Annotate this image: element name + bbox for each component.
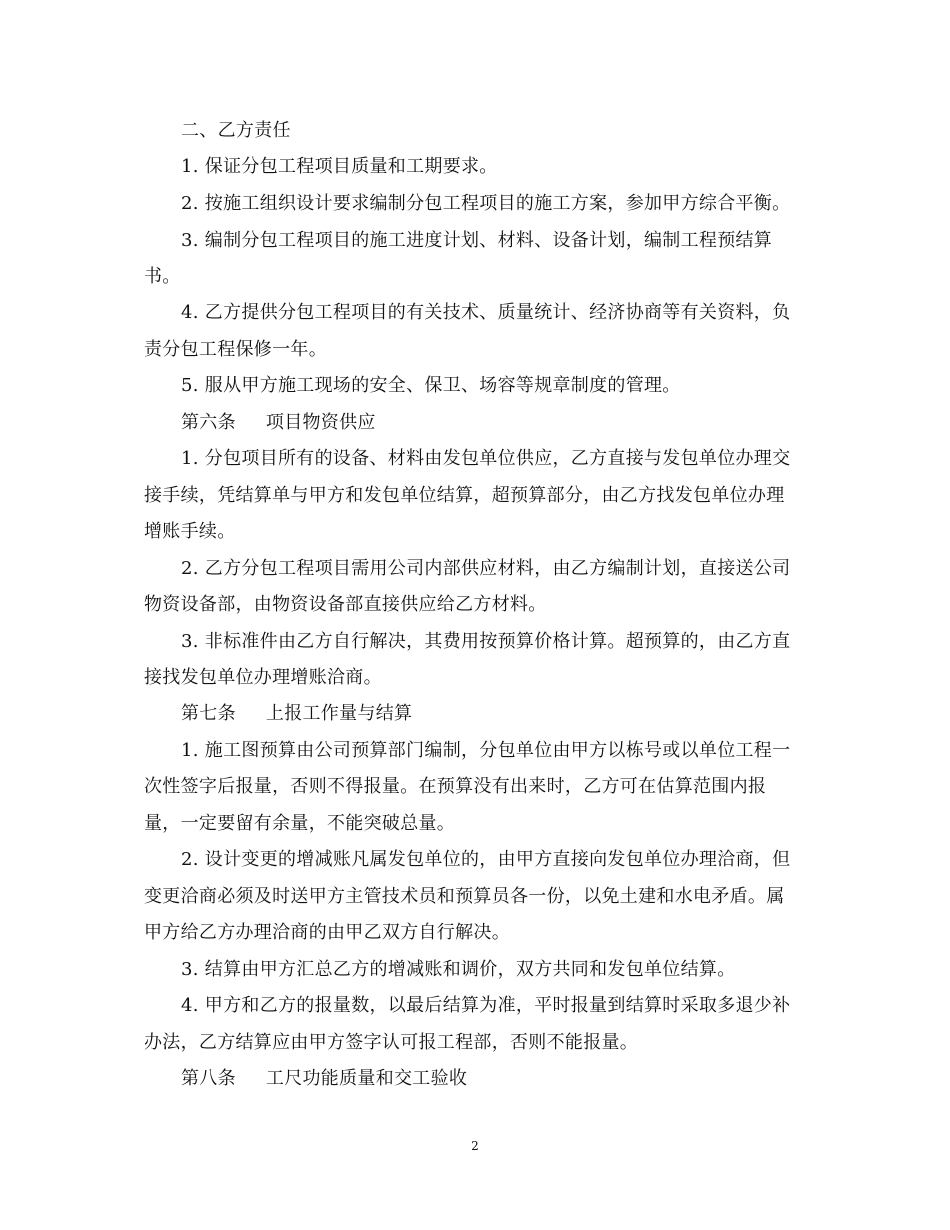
page-number: 2 bbox=[471, 1139, 479, 1153]
paragraph-line: 甲方给乙方办理洽商的由甲乙双方自行解决。 bbox=[144, 922, 510, 943]
paragraph-line: 接找发包单位办理增账洽商。 bbox=[144, 667, 382, 688]
article-heading bbox=[181, 702, 412, 726]
paragraph-line: 3. 非标准件由乙方自行解决，其费用按预算价格计算。超预算的，由乙方直 bbox=[181, 631, 791, 652]
paragraph-line: 1. 施工图预算由公司预算部门编制，分包单位由甲方以栋号或以单位工程一 bbox=[181, 740, 791, 761]
paragraph-line: 责分包工程保修一年。 bbox=[144, 339, 327, 360]
paragraph-line: 增账手续。 bbox=[144, 521, 236, 542]
article-number: 第六条 bbox=[181, 412, 236, 433]
article-number: 第七条 bbox=[181, 703, 236, 724]
paragraph-line: 3. 编制分包工程项目的施工进度计划、材料、设备计划，编制工程预结算 bbox=[181, 230, 773, 251]
paragraph-line: 5. 服从甲方施工现场的安全、保卫、场容等规章制度的管理。 bbox=[181, 375, 681, 396]
paragraph-line: 书。 bbox=[144, 266, 181, 287]
paragraph-line: 4. 甲方和乙方的报量数，以最后结算为准，平时报量到结算时采取多退少补 bbox=[181, 995, 791, 1016]
paragraph-line: 3. 结算由甲方汇总乙方的增减账和调价，双方共同和发包单位结算。 bbox=[181, 959, 736, 980]
paragraph-line: 2. 乙方分包工程项目需用公司内部供应材料，由乙方编制计划，直接送公司 bbox=[181, 558, 791, 579]
paragraph-line: 2. 按施工组织设计要求编制分包工程项目的施工方案，参加甲方综合平衡。 bbox=[181, 193, 791, 214]
paragraph-line: 办法，乙方结算应由甲方签字认可报工程部，否则不能报量。 bbox=[144, 1032, 639, 1053]
paragraph-line: 次性签字后报量，否则不得报量。在预算没有出来时，乙方可在估算范围内报 bbox=[144, 776, 767, 797]
article-title: 项目物资供应 bbox=[265, 412, 376, 433]
article-title: 工尺功能质量和交工验收 bbox=[265, 1068, 468, 1089]
article-title: 上报工作量与结算 bbox=[265, 703, 413, 724]
paragraph-line: 1. 分包项目所有的设备、材料由发包单位供应，乙方直接与发包单位办理交 bbox=[181, 448, 791, 469]
article-heading bbox=[181, 1067, 467, 1091]
paragraph-line: 2. 设计变更的增减账凡属发包单位的，由甲方直接向发包单位办理洽商，但 bbox=[181, 849, 791, 870]
paragraph-line: 量，一定要留有余量，不能突破总量。 bbox=[144, 813, 456, 834]
article-heading bbox=[181, 411, 376, 435]
paragraph-line: 1. 保证分包工程项目质量和工期要求。 bbox=[181, 156, 498, 177]
article-number: 第八条 bbox=[181, 1068, 236, 1089]
paragraph-line: 4. 乙方提供分包工程项目的有关技术、质量统计、经济协商等有关资料，负 bbox=[181, 302, 791, 323]
paragraph-line: 接手续，凭结算单与甲方和发包单位结算，超预算部分，由乙方找发包单位办理 bbox=[144, 485, 785, 506]
paragraph-line: 变更洽商必须及时送甲方主管技术员和预算员各一份，以免土建和水电矛盾。属 bbox=[144, 886, 785, 907]
paragraph-line: 物资设备部，由物资设备部直接供应给乙方材料。 bbox=[144, 594, 547, 615]
section-heading-party-b-duties: 二、乙方责任 bbox=[181, 120, 291, 141]
